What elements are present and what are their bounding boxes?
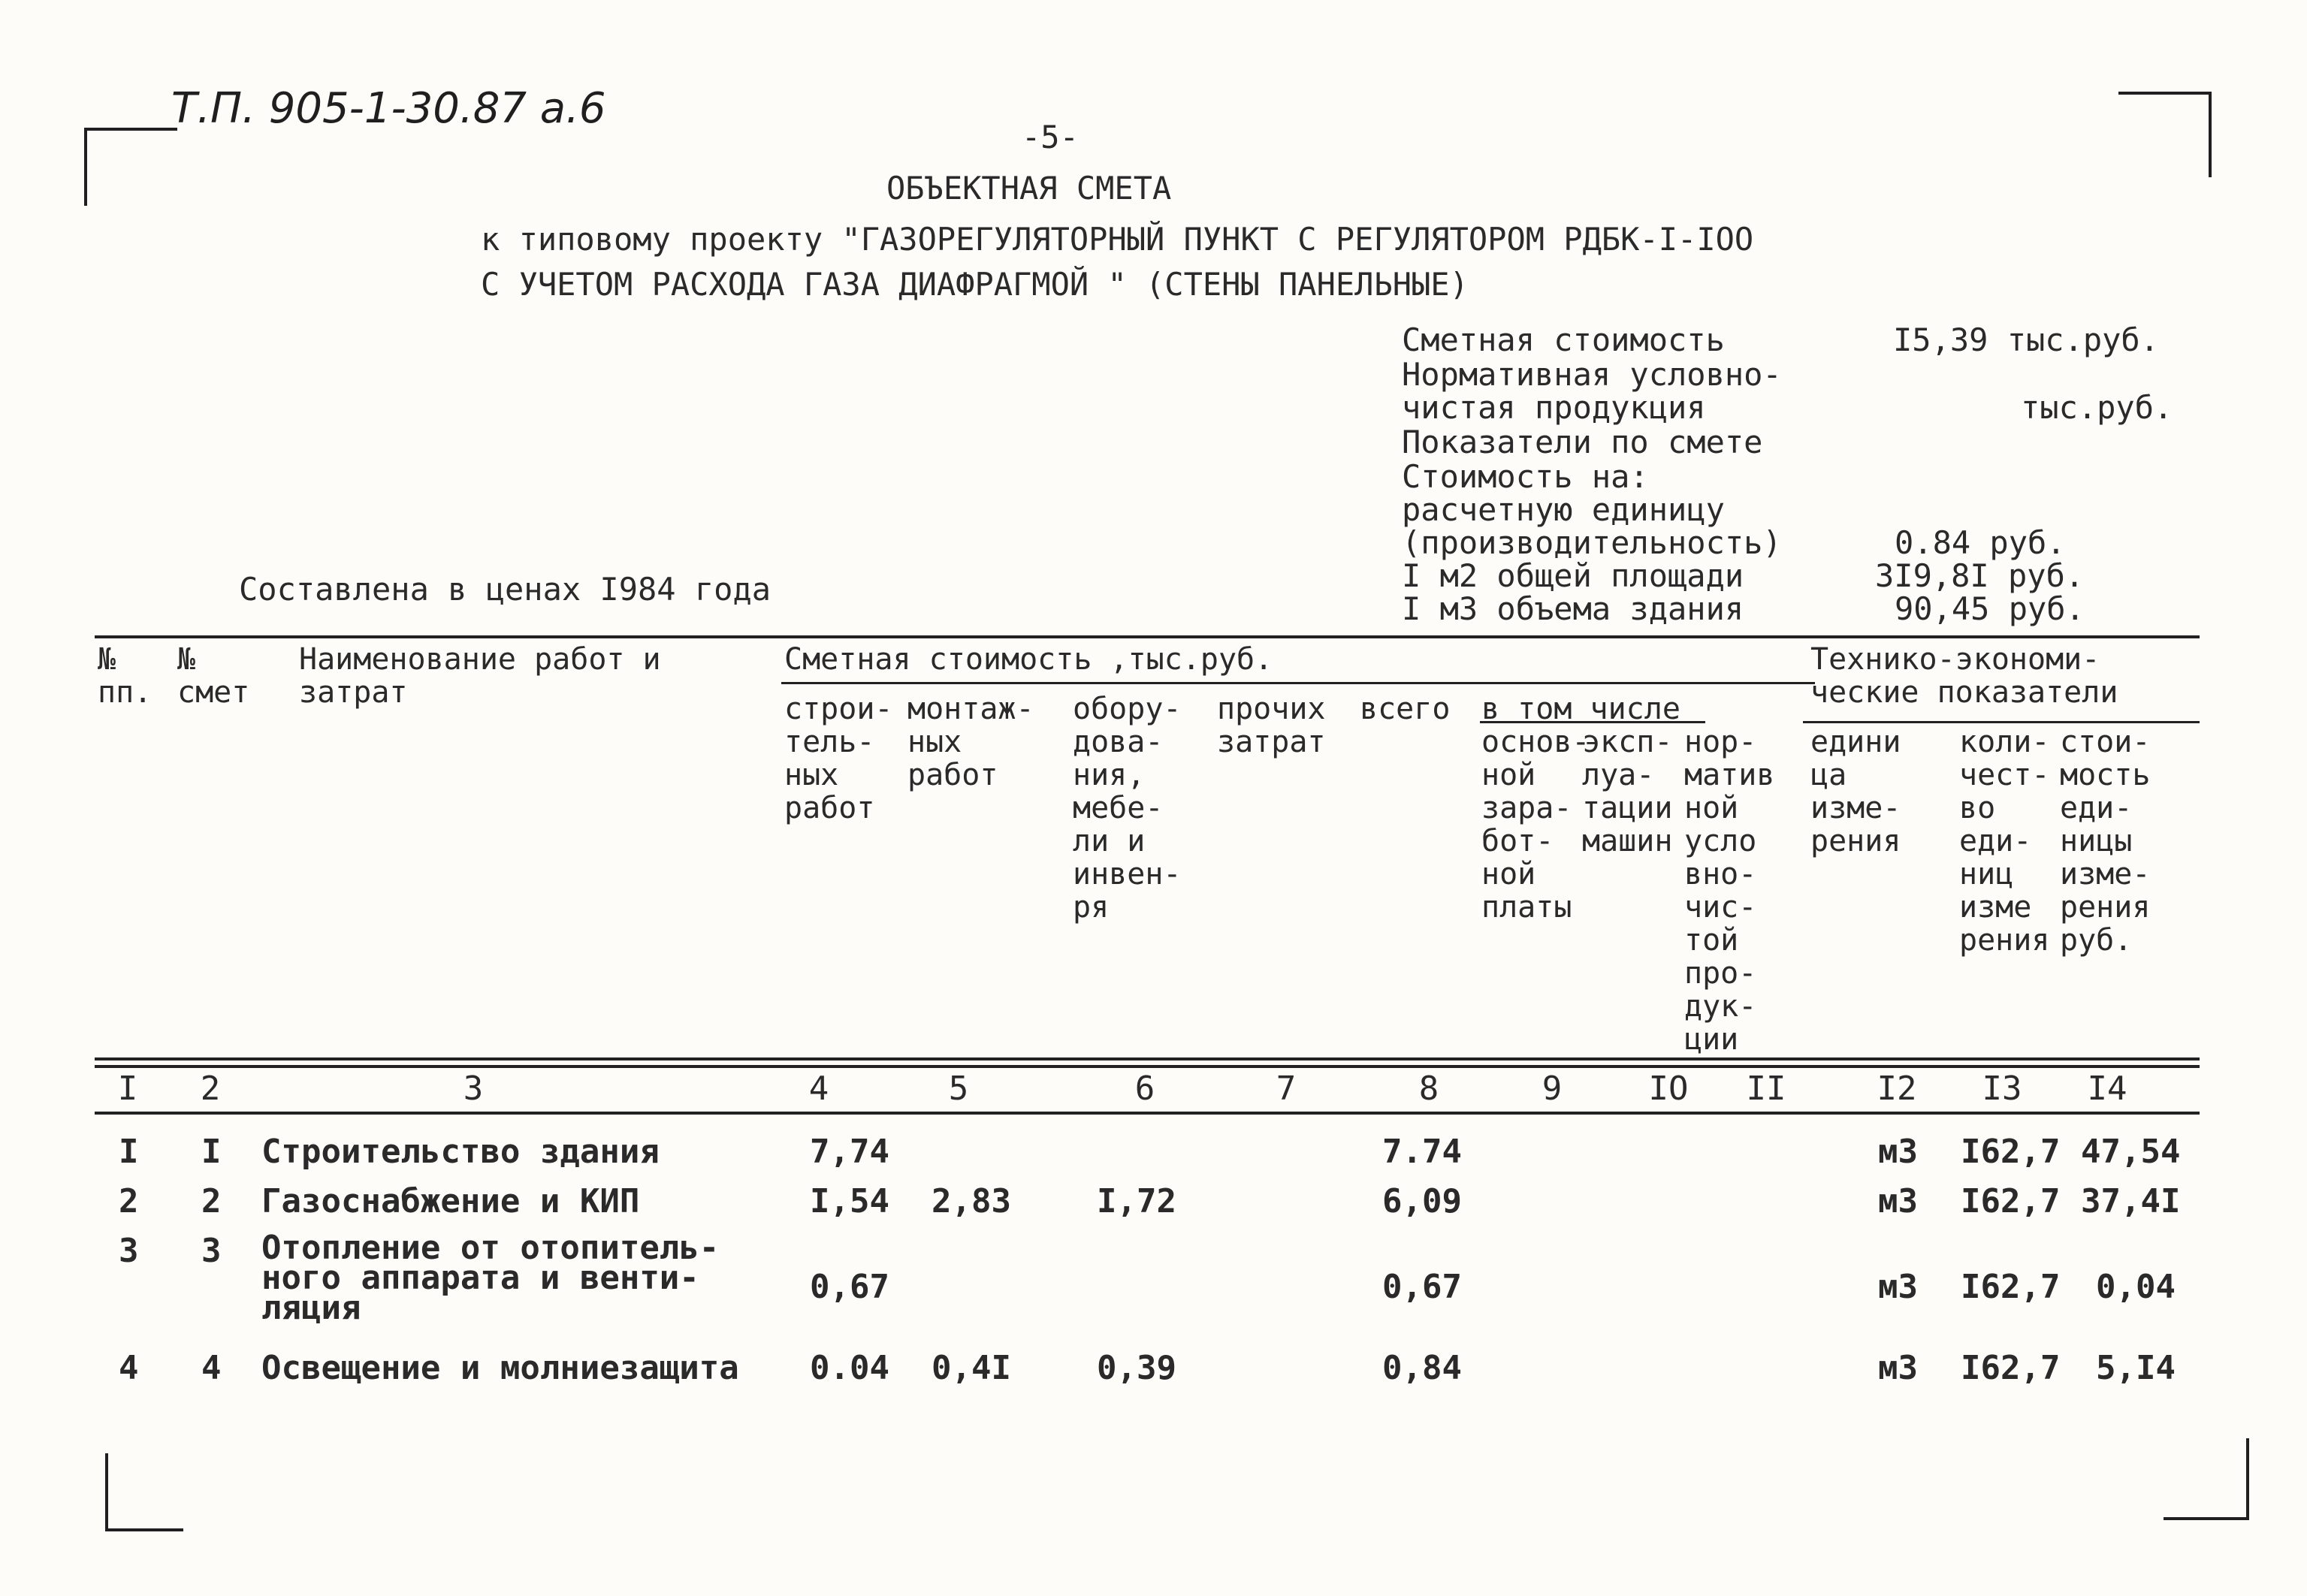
column-number: 8: [1418, 1070, 1439, 1108]
header-quantity: коли- чест- во еди- ниц изме рения: [1959, 725, 2050, 958]
cell-construction-cost: 7,74: [810, 1133, 889, 1171]
cell-row-number: 2: [119, 1182, 139, 1220]
header-tech-group: Технико-экономи- ческие показатели: [1810, 642, 2118, 710]
column-number: II: [1746, 1070, 1786, 1108]
corner-bracket-bottom-left: [105, 1453, 183, 1531]
cell-construction-cost: 0,67: [810, 1268, 889, 1306]
cell-estimate-number: I: [201, 1133, 222, 1171]
header-installation-works: монтаж- ных работ: [907, 692, 1034, 792]
cell-unit: м3: [1878, 1133, 1918, 1171]
document-title: ОБЪЕКТНАЯ СМЕТА: [886, 170, 1172, 207]
header-total: всего: [1360, 692, 1451, 726]
summary-per-m2-value: 3I9,8I руб.: [1875, 557, 2085, 594]
page-number: -5-: [1022, 119, 1079, 155]
summary-norm-unit: тыс.руб.: [2021, 389, 2173, 426]
header-unit: едини ца изме- рения: [1810, 725, 1901, 858]
cell-row-number: I: [119, 1133, 139, 1171]
header-machine-operation: эксп- луа- тации машин: [1582, 725, 1673, 858]
summary-per-m3-label: I м3 объема здания: [1402, 590, 1744, 627]
column-number: 9: [1542, 1070, 1563, 1108]
column-number: 3: [463, 1070, 484, 1108]
cell-total: 6,09: [1382, 1182, 1462, 1220]
column-number: IO: [1648, 1070, 1689, 1108]
header-estimate-number: № смет: [177, 642, 250, 710]
header-other-costs: прочих затрат: [1217, 692, 1326, 759]
column-number: I3: [1982, 1070, 2022, 1108]
cell-unit-cost: 5,I4: [2096, 1349, 2176, 1387]
cost-group-rule: [781, 682, 1815, 684]
header-construction-works: строи- тель- ных работ: [784, 692, 893, 825]
cell-unit: м3: [1878, 1349, 1918, 1387]
corner-bracket-top-right: [2118, 92, 2212, 177]
summary-indicators-label: Показатели по смете: [1402, 424, 1763, 460]
cell-unit-cost: 47,54: [2081, 1133, 2181, 1171]
cell-total: 0,67: [1382, 1268, 1462, 1306]
cell-quantity: I62,7: [1961, 1133, 2061, 1171]
project-code-stamp: Т.П. 905-1-30.87 а.6: [171, 84, 606, 133]
column-number: I2: [1877, 1070, 1917, 1108]
header-cost-group: Сметная стоимость ,тыс.руб.: [784, 642, 1273, 677]
cell-work-name: Строительство здания: [261, 1133, 660, 1171]
summary-per-unit-label-1: расчетную единицу: [1402, 491, 1725, 528]
cell-installation-cost: 2,83: [932, 1182, 1011, 1220]
column-number: 7: [1276, 1070, 1297, 1108]
cell-quantity: I62,7: [1961, 1349, 2061, 1387]
document-subtitle-line1: к типовому проекту "ГАЗОРЕГУЛЯТОРНЫЙ ПУНКТ С РЕГУЛЯТОРОМ РДБК-I-IOO: [481, 221, 1754, 258]
column-number: I: [117, 1070, 138, 1108]
cell-work-name: Газоснабжение и КИП: [261, 1182, 640, 1220]
header-bottom-rule-2: [95, 1065, 2200, 1068]
cell-estimate-number: 3: [201, 1232, 222, 1270]
cell-quantity: I62,7: [1961, 1182, 2061, 1220]
header-net-production: нор- матив ной усло вно- чис- той про- дук- ции: [1684, 725, 1775, 1057]
header-work-name: Наименование работ и затрат: [299, 642, 661, 710]
cell-work-name: Отопление от отопитель- ного аппарата и венти- ляция: [261, 1229, 720, 1327]
summary-cost-per-label: Стоимость на:: [1402, 458, 1649, 495]
cell-work-name: Освещение и молниезащита: [261, 1349, 739, 1387]
summary-per-m2-label: I м2 общей площади: [1402, 557, 1744, 594]
cell-unit-cost: 0,04: [2096, 1268, 2176, 1306]
cell-estimate-number: 2: [201, 1182, 222, 1220]
cell-total: 0,84: [1382, 1349, 1462, 1387]
summary-cost-value: I5,39 тыс.руб.: [1893, 321, 2160, 358]
summary-norm-label-2: чистая продукция: [1402, 389, 1706, 426]
document-subtitle-line2: С УЧЕТОМ РАСХОДА ГАЗА ДИАФРАГМОЙ " (СТЕНЫ ПАНЕЛЬНЫЕ): [481, 266, 1469, 303]
corner-bracket-bottom-right: [2164, 1438, 2249, 1520]
corner-bracket-top-left: [84, 128, 177, 206]
cell-unit: м3: [1878, 1182, 1918, 1220]
cell-construction-cost: I,54: [810, 1182, 889, 1220]
tech-group-rule: [1803, 721, 2200, 723]
cell-equipment-cost: 0,39: [1097, 1349, 1176, 1387]
cell-row-number: 4: [119, 1349, 139, 1387]
header-row-number: № пп.: [98, 642, 152, 710]
price-base-note: Составлена в ценах I984 года: [239, 571, 772, 608]
column-number: 4: [808, 1070, 829, 1108]
summary-norm-label-1: Нормативная условно-: [1402, 356, 1782, 393]
cell-unit: м3: [1878, 1268, 1918, 1306]
summary-per-m3-value: 90,45 руб.: [1895, 590, 2085, 627]
header-unit-cost: стои- мость еди- ницы изме- рения руб.: [2060, 725, 2151, 958]
header-equipment: обору- дова- ния, мебе- ли и инвен- ря: [1073, 692, 1182, 925]
table-top-rule: [95, 635, 2200, 638]
column-number: 2: [200, 1070, 221, 1108]
column-number: 6: [1134, 1070, 1155, 1108]
cell-unit-cost: 37,4I: [2081, 1182, 2181, 1220]
cell-equipment-cost: I,72: [1097, 1182, 1176, 1220]
cell-row-number: 3: [119, 1232, 139, 1270]
summary-per-unit-label-2: (производительность): [1402, 524, 1782, 561]
header-including-group: в том числе: [1481, 692, 1680, 726]
column-number: 5: [948, 1070, 969, 1108]
cell-construction-cost: 0.04: [810, 1349, 889, 1387]
summary-cost-label: Сметная стоимость: [1402, 321, 1725, 358]
column-number: I4: [2087, 1070, 2127, 1108]
cell-installation-cost: 0,4I: [932, 1349, 1011, 1387]
cell-total: 7.74: [1382, 1133, 1462, 1171]
cell-quantity: I62,7: [1961, 1268, 2061, 1306]
cell-estimate-number: 4: [201, 1349, 222, 1387]
header-bottom-rule-1: [95, 1057, 2200, 1060]
column-numbers-rule: [95, 1112, 2200, 1115]
summary-per-unit-value: 0.84 руб.: [1895, 524, 2066, 561]
header-base-wages: основ- ной зара- бот- ной платы: [1481, 725, 1590, 925]
